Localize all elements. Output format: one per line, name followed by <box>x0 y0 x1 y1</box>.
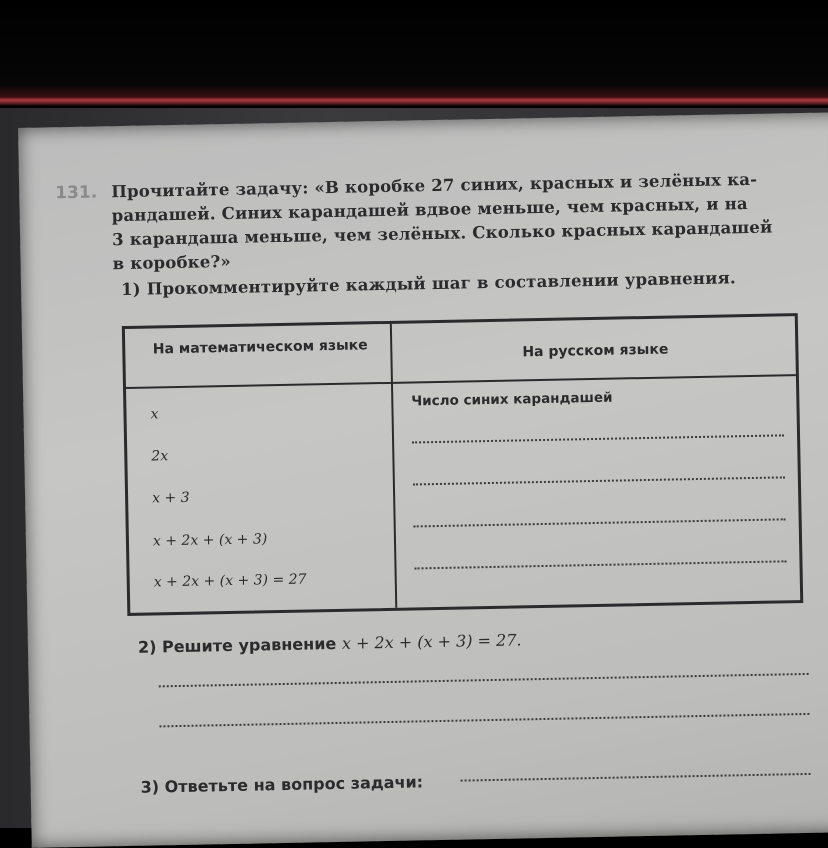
task-2-equation: x + 2x + (x + 3) = 27. <box>341 630 522 653</box>
equation-table <box>122 313 803 616</box>
row-3-math: x + 3 <box>151 489 190 507</box>
task-3-label: 3) Ответьте на вопрос задачи: <box>140 772 424 797</box>
row-2-answer-line[interactable] <box>412 434 784 443</box>
row-1-math: x <box>150 406 159 423</box>
problem-text-line-1: Прочитайте задачу: «В коробке 27 синих, красных и зелёных ка- <box>111 169 758 202</box>
row-5-answer-line[interactable] <box>415 560 787 569</box>
row-4-answer-line[interactable] <box>414 518 786 527</box>
problem-text-line-4: в коробке?» <box>112 251 232 274</box>
task-2-answer-line-1[interactable] <box>159 673 809 687</box>
table-column-divider <box>390 324 397 608</box>
table-header-divider <box>126 374 796 389</box>
row-2-math: 2x <box>151 448 169 465</box>
header-math: На математическом языке <box>152 337 368 358</box>
task-2-answer-line-2[interactable] <box>159 713 809 727</box>
row-4-math: x + 2x + (x + 3) <box>152 531 268 550</box>
row-1-russian: Число синих карандашей <box>411 389 613 410</box>
textbook-page <box>18 112 828 848</box>
problem-text-line-2: рандашей. Синих карандашей вдвое меньше, чем красных, и на <box>111 194 748 226</box>
task-3-answer-line[interactable] <box>461 773 811 782</box>
problem-number: 131. <box>55 182 98 204</box>
header-russian: На русском языке <box>522 341 669 361</box>
row-5-math: x + 2x + (x + 3) = 27 <box>153 571 307 591</box>
task-1-instruction: 1) Прокомментируйте каждый шаг в составлении уравнения. <box>120 268 737 300</box>
task-2 <box>138 630 522 656</box>
task-2-label: 2) Решите уравнение <box>137 633 337 657</box>
row-3-answer-line[interactable] <box>413 476 785 485</box>
problem-text-line-3: 3 карандаша меньше, чем зелёных. Сколько красных карандашей <box>111 217 773 250</box>
